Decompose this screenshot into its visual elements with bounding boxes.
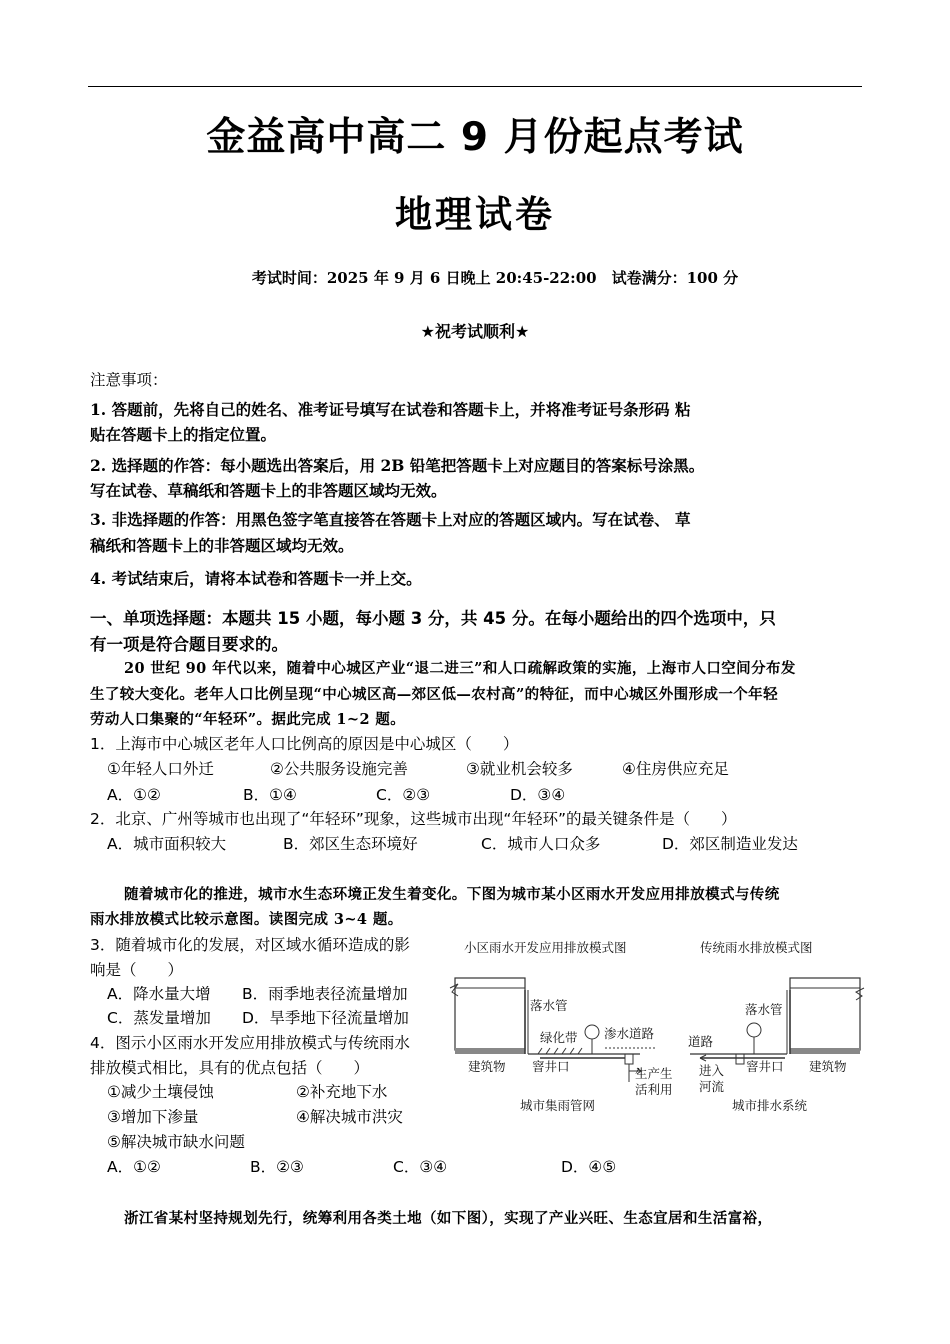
question-4-option-a: A．①②: [107, 1158, 161, 1176]
note-3-line-2: 稿纸和答题卡上的非答题区域均无效。: [90, 536, 354, 555]
question-1-option-c: C．②③: [376, 786, 431, 804]
into-river-line-2: 河流: [699, 1079, 725, 1094]
question-1-stem: 1．上海市中心城区老年人口比例高的原因是中心城区（ ）: [90, 735, 519, 753]
right-diagram: [688, 940, 864, 1113]
passage-3-line-1: 浙江省某村坚持规划先行，统筹利用各类土地（如下图），实现了产业兴旺、生态宜居和生活富裕，: [124, 1210, 773, 1227]
question-4-item-1: ①减少土壤侵蚀: [107, 1083, 214, 1101]
section-1-heading-line-1: 一、单项选择题：本题共 15 小题，每小题 3 分，共 45 分。在每小题给出的四个选项中，只: [90, 609, 776, 628]
tree-icon-right: [747, 1023, 761, 1037]
right-building-label: 建筑物: [809, 1059, 847, 1074]
exam-title: 金益高中高二 9 月份起点考试: [206, 115, 744, 160]
left-manhole-label: 窨井口: [532, 1059, 570, 1074]
question-4-stem-line-1: 4．图示小区雨水开发应用排放模式与传统雨水: [90, 1034, 410, 1052]
right-diagram-title: 传统雨水排放模式图: [700, 940, 813, 955]
exam-subject: 地理试卷: [395, 193, 555, 236]
good-luck-line: ★祝考试顺利★: [420, 322, 530, 341]
question-4-item-2: ②补充地下水: [296, 1083, 388, 1101]
question-1-item-1: ①年轻人口外迁: [107, 760, 214, 778]
question-2-option-a: A．城市面积较大: [107, 835, 227, 853]
permeable-road-label: 渗水道路: [604, 1026, 655, 1041]
right-network-label: 城市排水系统: [732, 1098, 808, 1113]
exam-meta: 考试时间：2025 年 9 月 6 日晚上 20:45-22:00 试卷满分：100 分: [251, 269, 739, 287]
right-road-label: 道路: [688, 1034, 714, 1049]
note-1-line-2: 贴在答题卡上的指定位置。: [90, 425, 277, 444]
green-belt-label: 绿化带: [540, 1030, 578, 1045]
question-2-option-c: C．城市人口众多: [481, 835, 601, 853]
passage-2-line-2: 雨水排放模式比较示意图。读图完成 3~4 题。: [90, 911, 403, 928]
right-manhole-label: 窨井口: [746, 1059, 784, 1074]
note-2-line-2: 写在试卷、草稿纸和答题卡上的非答题区域均无效。: [90, 481, 447, 500]
question-1-item-4: ④住房供应充足: [622, 760, 729, 778]
passage-1-line-3: 劳动人口集聚的“年轻环”。据此完成 1~2 题。: [90, 711, 406, 728]
section-1-heading-line-2: 有一项是符合题目要求的。: [90, 635, 288, 654]
top-rule: [88, 86, 862, 87]
question-4-option-b: B．②③: [250, 1158, 304, 1176]
left-building-label: 建筑物: [468, 1059, 506, 1074]
question-3-option-c: C．蒸发量增加: [107, 1009, 211, 1027]
left-diagram-title: 小区雨水开发应用排放模式图: [464, 940, 627, 955]
question-3-option-d: D．旱季地下径流量增加: [242, 1009, 409, 1027]
right-downpipe-label: 落水管: [745, 1002, 783, 1017]
notes-heading: 注意事项：: [90, 371, 168, 389]
question-4-item-4: ④解决城市洪灾: [296, 1108, 403, 1126]
note-4: 4. 考试结束后，请将本试卷和答题卡一并上交。: [90, 569, 422, 588]
question-2-option-d: D．郊区制造业发达: [662, 835, 798, 853]
question-1-option-a: A．①②: [107, 786, 161, 804]
tree-icon: [585, 1025, 599, 1039]
question-4-item-3: ③增加下渗量: [107, 1108, 199, 1126]
question-4-option-c: C．③④: [393, 1158, 448, 1176]
question-3-stem-line-2: 响是（ ）: [90, 961, 184, 979]
left-network-label: 城市集雨管网: [520, 1098, 596, 1113]
note-3-line-1: 3. 非选择题的作答：用黑色签字笔直接答在答题卡上对应的答题区域内。写在试卷、 草: [90, 510, 691, 529]
question-3-option-a: A．降水量大增: [107, 985, 211, 1003]
question-4-stem-line-2: 排放模式相比，具有的优点包括（ ）: [90, 1059, 370, 1077]
question-1-option-b: B．①④: [243, 786, 297, 804]
passage-2-line-1: 随着城市化的推进，城市水生态环境正发生着变化。下图为城市某小区雨水开发应用排放模式与传统: [124, 886, 780, 903]
question-3-stem-line-1: 3．随着城市化的发展，对区域水循环造成的影: [90, 936, 410, 954]
note-1-line-1: 1. 答题前，先将自己的姓名、准考证号填写在试卷和答题卡上，并将准考证号条形码 粘: [90, 400, 691, 419]
right-building-shape: [790, 978, 860, 1050]
production-use-line-1: 生产生: [635, 1066, 673, 1081]
passage-1-line-2: 生了较大变化。老年人口比例呈现“中心城区高—郊区低—农村高”的特征，而中心城区外围形成一个年轻: [90, 686, 778, 703]
question-3-option-b: B．雨季地表径流量增加: [242, 985, 408, 1003]
question-1-item-3: ③就业机会较多: [466, 760, 573, 778]
passage-1-line-1: 20 世纪 90 年代以来，随着中心城区产业“退二进三”和人口疏解政策的实施，上海市人口空间分布发: [124, 660, 796, 677]
question-2-stem: 2．北京、广州等城市也出现了“年轻环”现象，这些城市出现“年轻环”的最关键条件是（ ）: [90, 810, 737, 828]
left-downpipe-label: 落水管: [530, 998, 568, 1013]
production-use-line-2: 活利用: [635, 1082, 673, 1097]
question-2-option-b: B．郊区生态环境好: [283, 835, 418, 853]
question-1-item-2: ②公共服务设施完善: [270, 760, 408, 778]
left-diagram: [450, 940, 673, 1113]
rainwater-diagram: [440, 930, 880, 1120]
question-4-item-5: ⑤解决城市缺水问题: [107, 1133, 245, 1151]
into-river-line-1: 进入: [699, 1063, 725, 1078]
note-2-line-1: 2. 选择题的作答：每小题选出答案后，用 2B 铅笔把答题卡上对应题目的答案标号涂黑。: [90, 456, 705, 475]
question-1-option-d: D．③④: [510, 786, 566, 804]
left-building-shape: [455, 978, 525, 1050]
question-4-option-d: D．④⑤: [561, 1158, 617, 1176]
